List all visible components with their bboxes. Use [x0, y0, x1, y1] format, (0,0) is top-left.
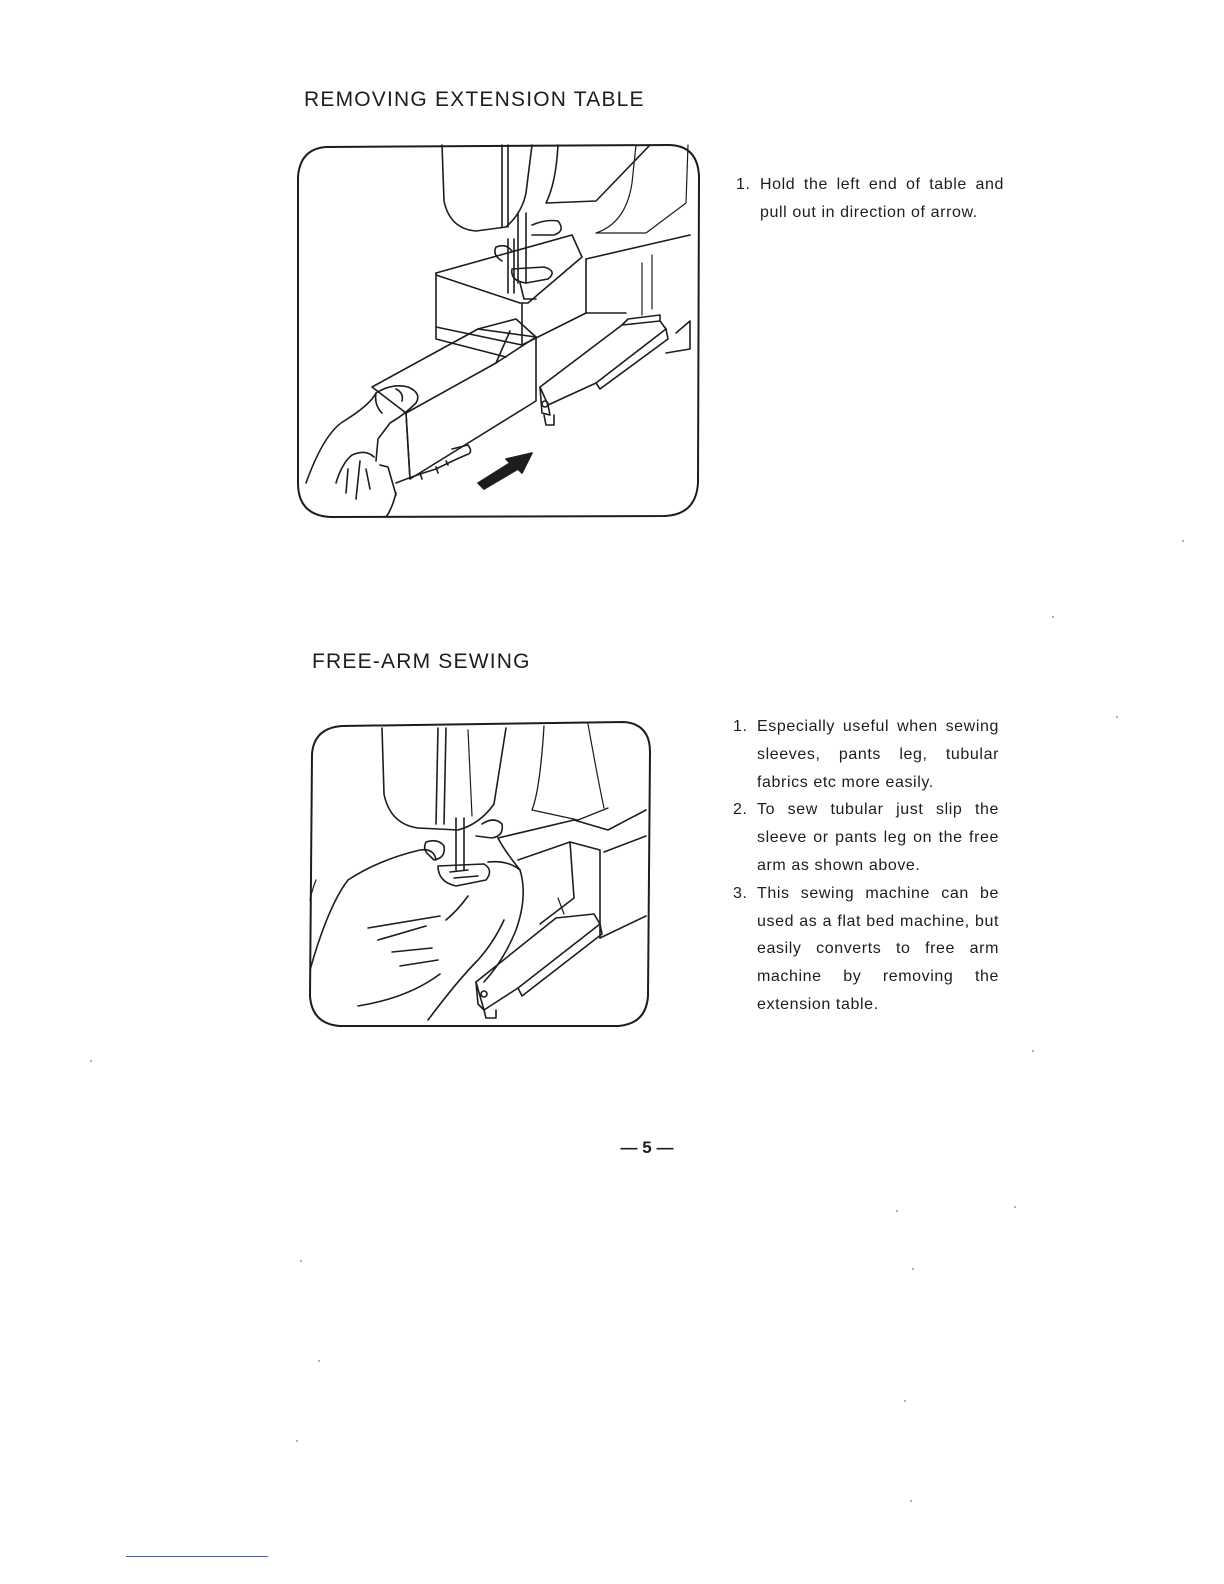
- list-item: [733, 880, 999, 1019]
- removing-steps-list: [736, 171, 1004, 227]
- step-number: 2.: [733, 801, 748, 819]
- scan-speck: [1014, 1206, 1016, 1208]
- list-item: [733, 796, 999, 879]
- section-title-free-arm-sewing: FREE-ARM SEWING: [312, 650, 531, 673]
- scan-speck: [1116, 716, 1118, 718]
- scan-speck: [904, 1400, 906, 1402]
- list-item: [733, 713, 999, 796]
- step-text: Hold the left end of table and pull out in direction of arrow.: [760, 176, 1004, 221]
- link-underline: [126, 1556, 268, 1557]
- scan-speck: [1182, 540, 1184, 542]
- step-text: This sewing machine can be used as a flat bed machine, but easily converts to free arm machine by removing the extension table.: [757, 884, 999, 1013]
- scan-speck: [1052, 616, 1054, 618]
- scan-speck: [1032, 1050, 1034, 1052]
- step-number: 1.: [736, 176, 751, 193]
- list-item: [736, 171, 1004, 227]
- step-number: 3.: [733, 884, 748, 902]
- page-number: — 5 —: [620, 1138, 674, 1157]
- scan-speck: [318, 1360, 320, 1362]
- scan-speck: [910, 1500, 912, 1502]
- scan-speck: [896, 1210, 898, 1212]
- illustration-free-arm-sewing: [308, 720, 652, 1028]
- section-title-removing-extension-table: REMOVING EXTENSION TABLE: [304, 88, 645, 111]
- step-text: To sew tubular just slip the sleeve or pants leg on the free arm as shown above.: [757, 801, 999, 874]
- scan-speck: [90, 1060, 92, 1062]
- scan-speck: [296, 1440, 298, 1442]
- scan-speck: [912, 1268, 914, 1270]
- illustration-removing-extension-table: [296, 143, 700, 519]
- step-text: Especially useful when sewing sleeves, pants leg, tubular fabrics etc more easily.: [757, 718, 999, 791]
- free-arm-steps-list: [733, 713, 999, 1019]
- scan-speck: [300, 1260, 302, 1262]
- step-number: 1.: [733, 718, 748, 735]
